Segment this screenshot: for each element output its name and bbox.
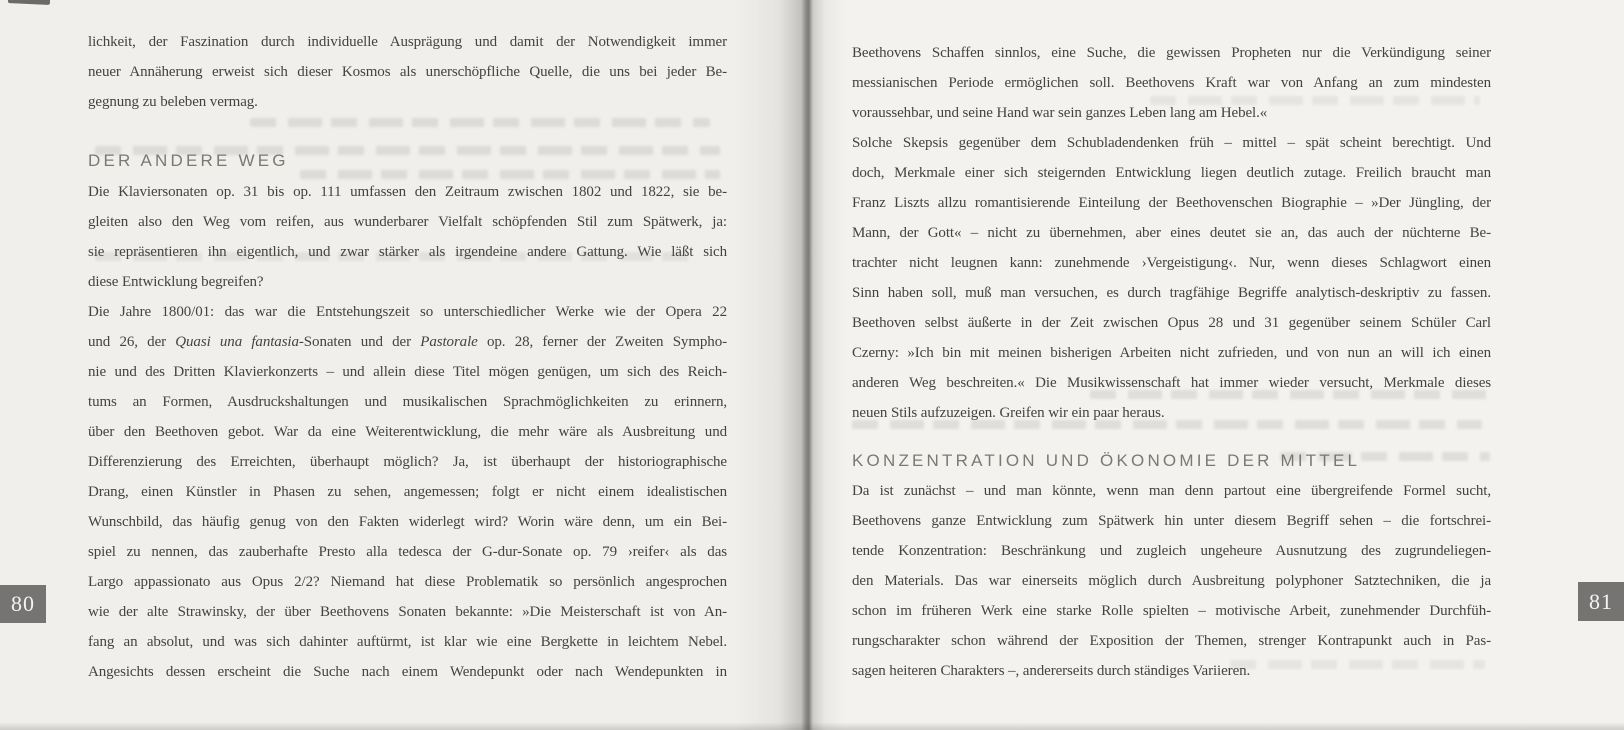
text-line: Differenzierung des Erreichten, überhaupt möglich? Ja, ist überhaupt der historiographische [88,454,727,470]
text-line: voraussehbar, und seine Hand war sein ganzes Leben lang am Hebel.« [852,105,1268,121]
text-line: anderen Weg beschreiten.« Die Musikwissenschaft hat immer wieder versucht, Merkmale dieses [852,375,1491,391]
text-line: trachter nicht leugnen kann: zunehmende ›Vergeistigung‹. Nur, wenn dieses Schlagwort einen [852,255,1491,271]
book-gutter-shadow [735,0,845,730]
text-line: Beethoven selbst äußerte in der Zeit zwischen Opus 28 und 31 gegenüber seinem Schüler Carl [852,315,1491,331]
text-line: Czerny: »Ich bin mit meinen bisherigen Arbeiten nicht zufrieden, und von nun an will ich einen [852,345,1491,361]
text-line: Solche Skepsis gegenüber dem Schubladendenken früh – mittel – spät scheint berechtigt. Und [852,135,1491,151]
text-line: gleiten also den Weg vom reifen, aus wunderbarer Vielfalt schöpfenden Stil zum Spätwerk, ja: [88,214,727,230]
left-intro-paragraph [88,27,727,117]
text-line: lichkeit, der Faszination durch individuelle Ausprägung und damit der Notwendigkeit immer [88,34,727,50]
page-corner-mark [8,0,50,5]
text-line: neuer Annäherung erweist sich dieser Kosmos als unerschöpfliche Quelle, die uns bei jeder Be- [88,64,727,80]
text-line: sagen heiteren Charakters –, andererseits durch ständiges Variieren. [852,663,1251,679]
text-line: schon im früheren Werk eine starke Rolle spielten – motivische Arbeit, zunehmender Durchfüh- [852,603,1491,619]
text-line: Largo appassionato aus Opus 2/2? Niemand hat diese Problematik so persönlich angesprochen [88,574,727,590]
text-line: Drang, einen Künstler in Phasen zu sehen, angemessen; folgt er nicht einem idealistischen [88,484,727,500]
text-line: Franz Liszts allzu romantisierende Einteilung der Beethovenschen Biographie – »Der Jüngling, der [852,195,1491,211]
text-line: diese Entwicklung begreifen? [88,274,264,290]
text-line: Wunschbild, das häufig genug von den Fakten widerlegt wird? Worin wäre denn, um ein Bei- [88,514,727,530]
left-page [88,0,727,730]
text-line: spiel zu nennen, das zauberhafte Presto alla tedesca der G-dur-Sonate op. 79 ›reifer‹ als das [88,544,727,560]
text-line: über den Beethoven gebot. War da eine Weiterentwicklung, die mehr wäre als Ausbreitung und [88,424,727,440]
page-number-left: 80 [11,591,35,616]
right-body-paragraph [852,476,1491,686]
text-line: Die Klaviersonaten op. 31 bis op. 111 umfassen den Zeitraum zwischen 1802 und 1822, sie be- [88,184,727,200]
text-line: Beethovens ganze Entwicklung zum Spätwerk hin unter diesem Begriff sehen – die fortschrei- [852,513,1491,529]
text-line: Da ist zunächst – und man könnte, wenn man denn partout eine übergreifende Formel sucht, [852,483,1491,499]
text-line: und 26, der Quasi una fantasia-Sonaten und der Pastorale op. 28, ferner der Zweiten Sympho- [88,334,727,350]
text-line: tums an Formen, Ausdruckshaltungen und musikalischen Sprachmöglichkeiten zu erinnern, [88,394,727,410]
left-body-paragraphs [88,177,727,687]
text-line: Sinn haben soll, muß man versuchen, es durch tragfähige Begriffe analytisch-deskriptiv zu fassen. [852,285,1491,301]
right-page [852,0,1491,730]
right-intro-paragraphs [852,38,1491,428]
bottom-edge-shadow [0,722,1624,730]
text-line: gegnung zu beleben vermag. [88,94,258,110]
text-line: Die Jahre 1800/01: das war die Entstehungszeit so unterschiedlicher Werke wie der Opera 22 [88,304,727,320]
text-line: neuen Stils aufzuzeigen. Greifen wir ein paar heraus. [852,405,1165,421]
text-line: fang an absolut, und was sich dahinter auftürmt, ist klar wie eine Bergkette in leichtem Nebel. [88,634,727,650]
text-line: nie und des Dritten Klavierkonzerts – und allein diese Titel mögen genügen, um sich des Reich- [88,364,727,380]
page-number-badge-left [0,585,46,623]
text-line: sie repräsentieren ihn eigentlich, und zwar stärker als irgendeine andere Gattung. Wie läßt sich [88,244,727,260]
text-line: doch, Merkmale einer sich steigernden Entwicklung liegen deutlich zutage. Freilich braucht man [852,165,1491,181]
text-line: den Materials. Das war einerseits möglich durch Ausbreitung polyphoner Satztechniken, die ja [852,573,1491,589]
text-line: wie der alte Strawinsky, der über Beethovens Sonaten bekannte: »Die Meisterschaft ist von An- [88,604,727,620]
section-heading-der-andere-weg: DER ANDERE WEG [88,151,289,170]
text-line: messianischen Periode ermöglichen soll. Beethovens Kraft war von Anfang an zum mindesten [852,75,1491,91]
section-heading-konzentration: KONZENTRATION UND ÖKONOMIE DER MITTEL [852,451,1361,470]
page-number-right: 81 [1589,588,1613,614]
text-line: Mann, der Gott« – nicht zu übernehmen, aber eines deutet sie an, das auch der nüchterne Be- [852,225,1491,241]
text-line: Beethovens Schaffen sinnlos, eine Suche, die gewissen Propheten nur die Verkündigung seiner [852,45,1491,61]
text-line: rungscharakter schon während der Exposition der Themen, strenger Kontrapunkt auch in Pas- [852,633,1491,649]
text-line: Angesichts dessen erscheint die Suche nach einem Wendepunkt oder nach Wendepunkten in [88,664,727,680]
text-line: tende Konzentration: Beschränkung und zugleich ungeheure Ausnutzung des zugrundeliegen- [852,543,1491,559]
page-number-badge-right [1578,582,1624,621]
